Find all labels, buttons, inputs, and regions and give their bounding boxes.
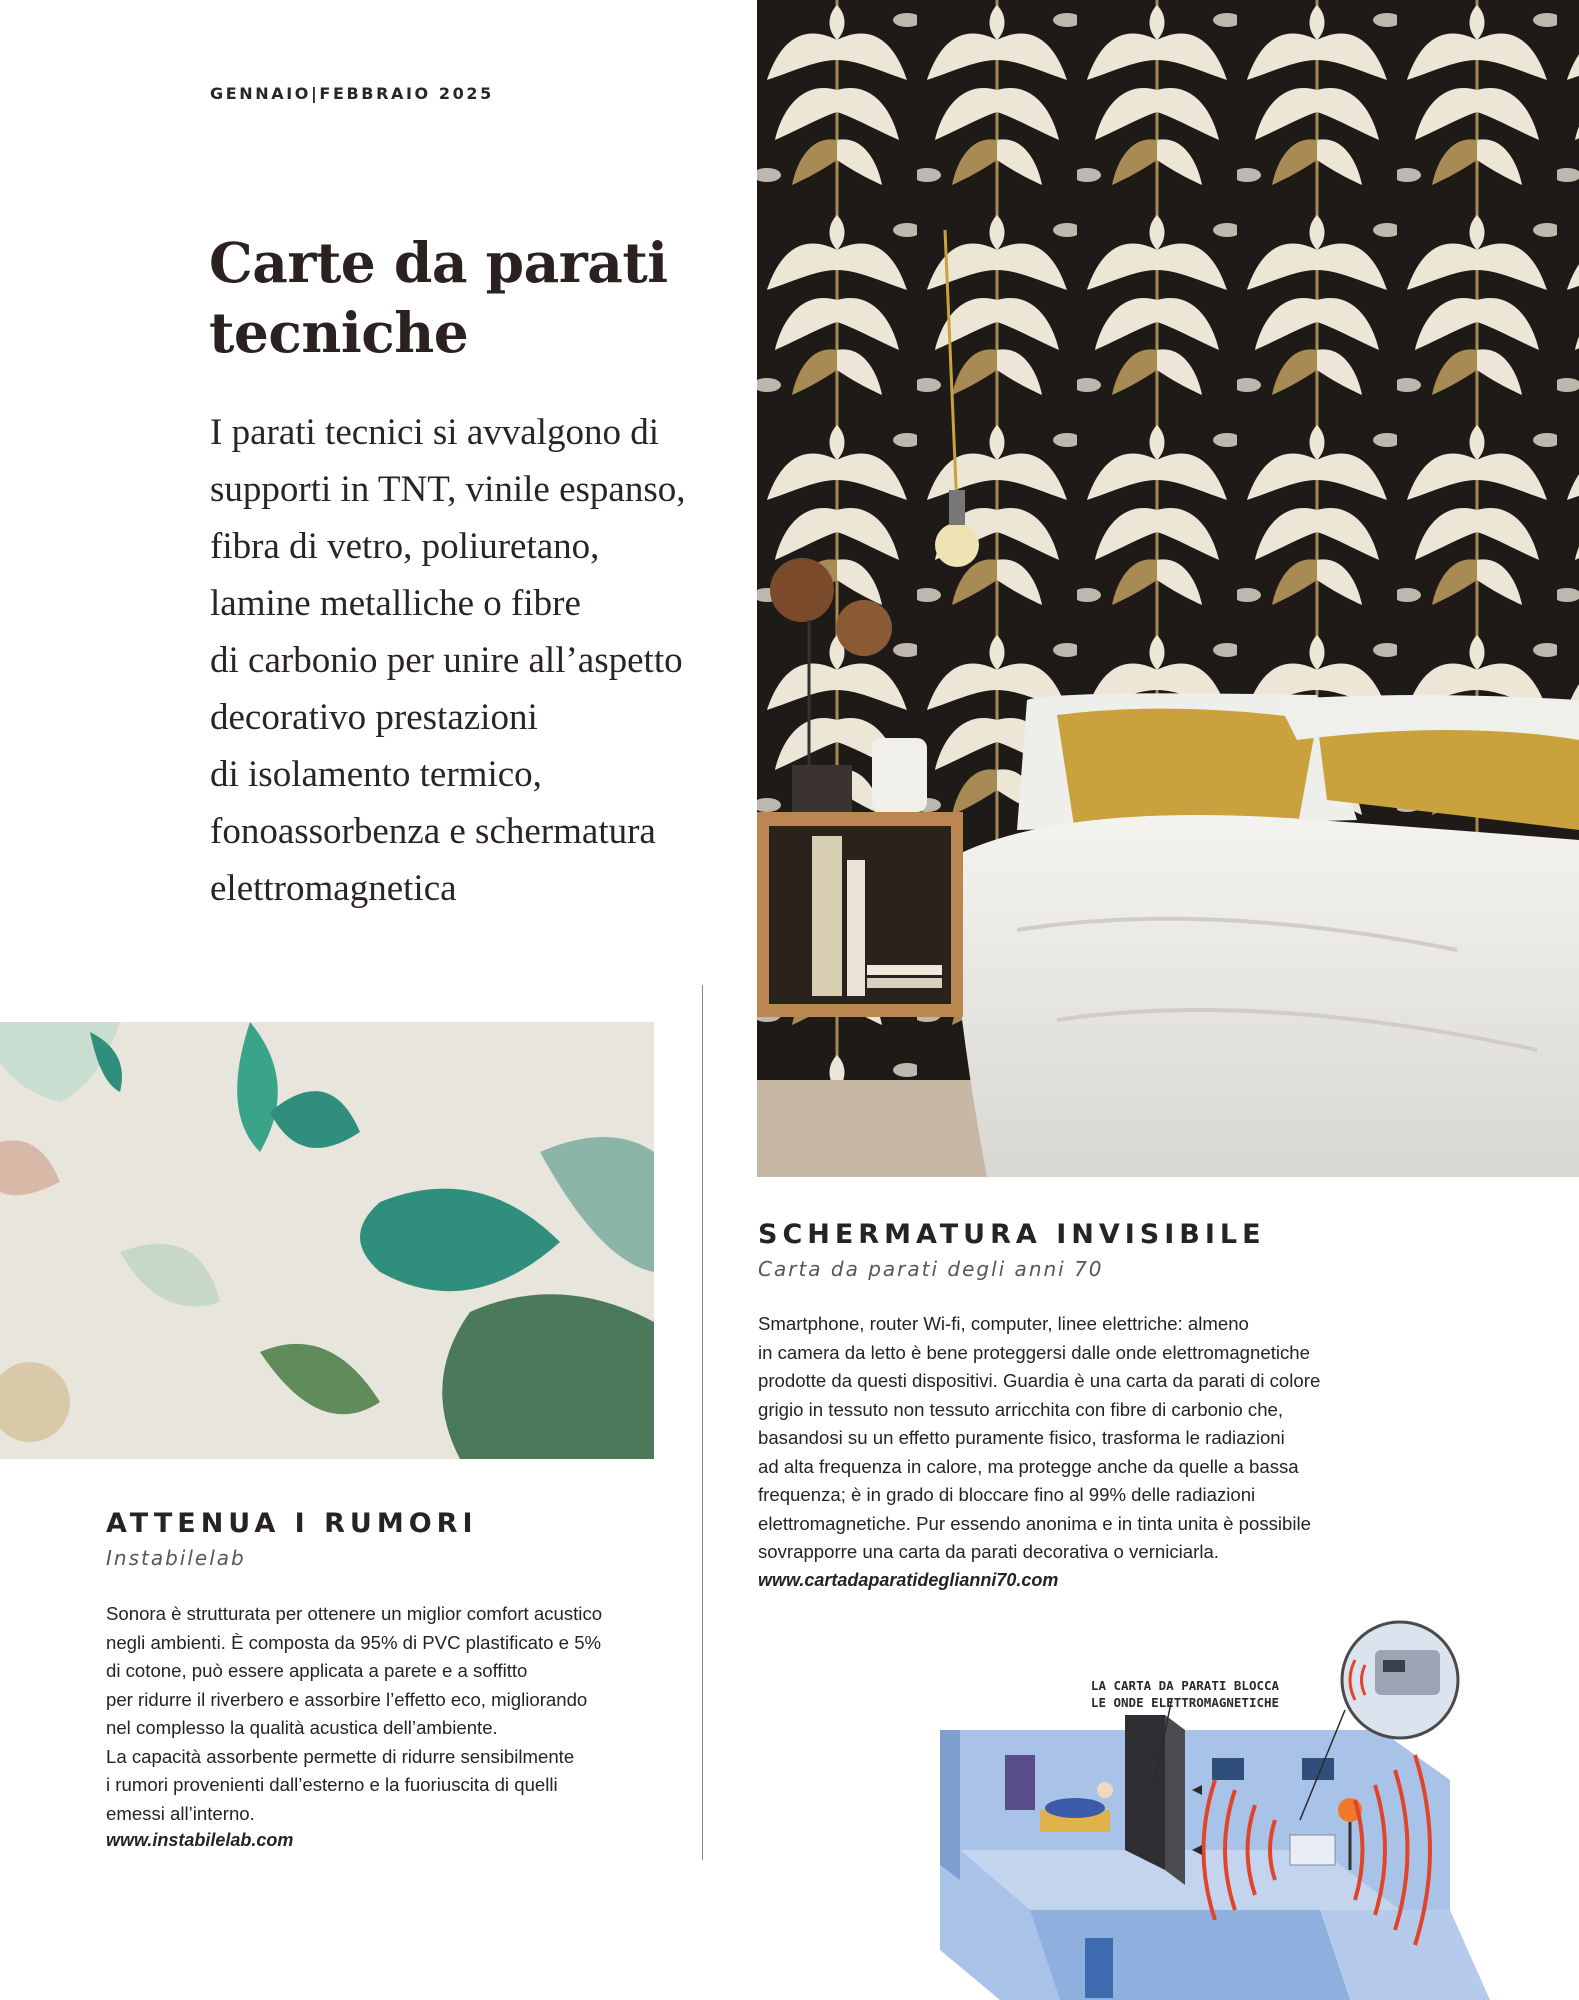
body-line: sovrapporre una carta da parati decorativa o verniciarla. [758, 1541, 1219, 1562]
body-line: prodotte da questi dispositivi. Guardia è una carta da parati di colore [758, 1370, 1321, 1391]
section-brand: Carta da parati degli anni 70 [758, 1257, 1104, 1281]
body-line: in camera da letto è bene proteggersi dalle onde elettromagnetiche [758, 1341, 1310, 1363]
floral-wallpaper-photo [0, 1022, 654, 1459]
body-line: di cotone, può essere applicata a parete e a soffitto [106, 1660, 528, 1681]
body-line: Sonora è strutturata per ottenere un miglior comfort acustico [106, 1603, 603, 1624]
article-lead [210, 404, 730, 917]
section-heading: ATTENUA I RUMORI [106, 1508, 478, 1539]
body-line: ad alta frequenza in calore, ma protegge anche da quelle a bassa [758, 1455, 1299, 1477]
body-line: emessi all’interno. [106, 1802, 255, 1824]
lead-line: fibra di vetro, poliuretano, [210, 526, 600, 567]
lead-line: fonoassorbenza e schermatura [210, 811, 656, 852]
body-line: negli ambienti. È composta da 95% di PVC plastificato e 5% [106, 1631, 602, 1653]
section-brand: Instabilelab [106, 1546, 246, 1570]
lead-line: elettromagnetica [210, 868, 457, 909]
body-line: grigio in tessuto non tessuto arricchita con fibre di carbonio che, [758, 1398, 1284, 1420]
label-line: LA CARTA DA PARATI BLOCCA [1090, 1678, 1280, 1693]
website-link[interactable]: www.cartadaparatideglianni70.com [758, 1570, 1059, 1590]
body-line: Smartphone, router Wi-fi, computer, linee elettriche: almeno [758, 1313, 1249, 1334]
bedroom-photo [757, 0, 1579, 1177]
section-heading: SCHERMATURA INVISIBILE [758, 1219, 1266, 1250]
body-line: frequenza; è in grado di bloccare fino al 99% delle radiazioni [758, 1484, 1256, 1505]
section-body [758, 1310, 1383, 1567]
website-link[interactable]: www.instabilelab.com [106, 1830, 294, 1850]
label-line: LE ONDE ELETTROMAGNETICHE [1090, 1695, 1280, 1710]
lead-line: di isolamento termico, [210, 754, 542, 795]
lead-line: lamine metalliche o fibre [210, 583, 581, 624]
article-title [209, 228, 729, 368]
lead-line: decorativo prestazioni [210, 697, 538, 738]
title-line: tecniche [209, 300, 469, 365]
title-line: Carte da parati [209, 230, 668, 295]
body-line: nel complesso la qualità acustica dell’ambiente. [106, 1717, 498, 1738]
body-line: basandosi su un effetto puramente fisico, trasforma le radiazioni [758, 1427, 1285, 1448]
lead-line: supporti in TNT, vinile espanso, [210, 469, 686, 510]
lead-line: I parati tecnici si avvalgono di [210, 412, 659, 453]
body-line: per ridurre il riverbero e assorbire l’effetto eco, migliorando [106, 1688, 588, 1710]
issue-date: GENNAIO|FEBBRAIO 2025 [210, 84, 494, 103]
body-line: elettromagnetiche. Pur essendo anonima e in tinta unita è possibile [758, 1512, 1311, 1534]
body-line: La capacità assorbente permette di ridurre sensibilmente [106, 1745, 575, 1767]
column-divider [702, 985, 703, 1860]
illustration-label [1075, 1677, 1295, 1711]
section-body [106, 1600, 666, 1828]
body-line: i rumori provenienti dall’esterno e la fuoriuscita di quelli [106, 1774, 558, 1795]
lead-line: di carbonio per unire all’aspetto [210, 640, 683, 681]
